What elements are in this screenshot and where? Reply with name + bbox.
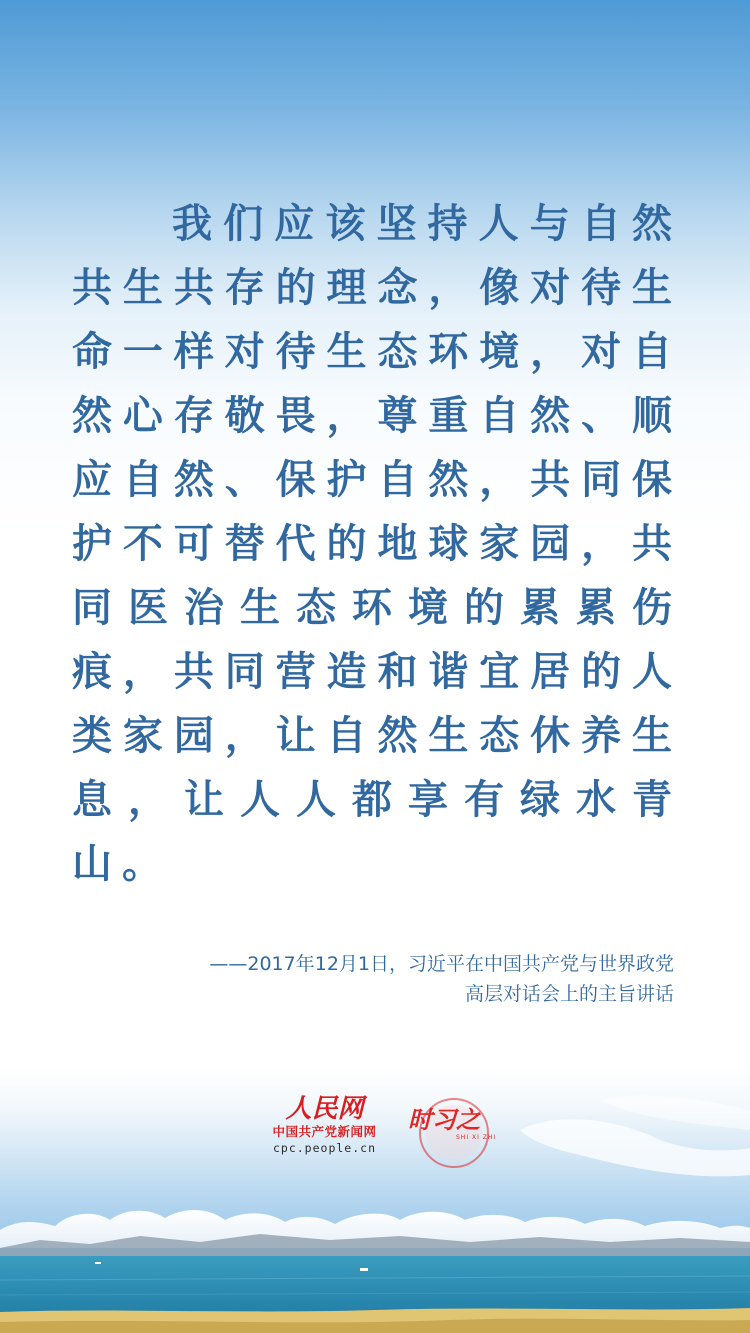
shixizhi-logo[interactable] <box>400 1094 500 1172</box>
quote-source <box>74 949 674 1009</box>
peoples-daily-subtitle: 中国共产党新闻网 <box>272 1124 377 1139</box>
logo-group <box>262 1094 502 1174</box>
quote-text: 我们应该坚持人与自然共生共存的理念，像对待生命一样对待生态环境，对自然心存敬畏，尊重自然、顺应自然、保护自然，共同保护不可替代的地球家园，共同医治生态环境的累累伤痕，共同营造和谐宜居的人类家园，让自然生态休养生息，让人人都享有绿水青山。 <box>72 200 682 887</box>
source-line-2: 高层对话会上的主旨讲话 <box>464 983 674 1005</box>
shixizhi-text: 时习之 <box>408 1106 480 1134</box>
peoples-daily-url: cpc.people.cn <box>272 1141 376 1155</box>
peoples-daily-logo[interactable] <box>262 1094 387 1164</box>
shixizhi-pinyin: SHI XI ZHI <box>456 1134 497 1141</box>
peoples-daily-brand: 人民网 <box>285 1094 364 1124</box>
source-line-1: ——2017年12月1日，习近平在中国共产党与世界政党 <box>209 953 674 975</box>
